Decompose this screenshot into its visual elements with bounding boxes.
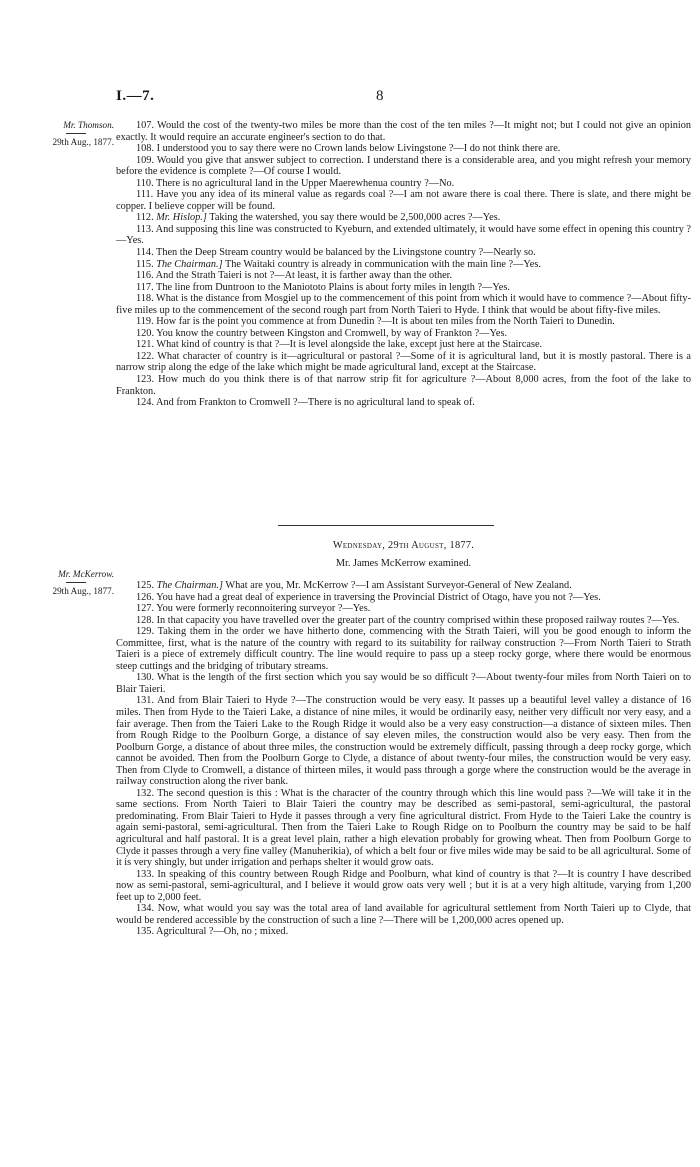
- paragraph: 129. Taking them in the order we have hitherto done, commencing with the Strath Taieri, will you be good enough to inform the Committee, first, what is the nature of the country with regard to its suitability for railway construction ?—From North Taieri to Strath Taieri is a piece of extremely difficult country. The line would require to pass up a steep rocky gorge, where there would be enormous steep cuttings and the bridging of tributary streams.: [116, 626, 691, 672]
- margin-date: 29th Aug., 1877.: [52, 585, 114, 596]
- paragraph: 111. Have you any idea of its mineral value as regards coal ?—I am not aware there is coal there. There is slate, and there might be copper. I believe copper will be found.: [116, 189, 691, 212]
- section-divider: [278, 525, 494, 526]
- margin-divider: [66, 133, 86, 135]
- paragraph-text: What are you, Mr. McKerrow ?—I am Assistant Surveyor-General of New Zealand.: [225, 580, 572, 591]
- evidence-section-1: [116, 120, 691, 409]
- paragraph: 128. In that capacity you have travelled over the greater part of the country comprised within these proposed railway routes ?—Yes.: [136, 614, 680, 626]
- speaker-name: The Chairman.]: [156, 580, 223, 591]
- evidence-section-2: [116, 580, 691, 938]
- paragraph: 134. Now, what would you say was the total area of land available for agricultural settlement from North Taieri up to Clyde, that would be rendered accessible by the construction of such a line ?—There will be 1,200,000 acres opened up.: [116, 903, 691, 926]
- paragraph: [116, 212, 691, 224]
- paper-reference: I.—7.: [116, 88, 155, 104]
- question-number: 112.: [136, 212, 154, 224]
- paragraph: 108. I understood you to say there were no Crown lands below Livingstone ?—I do not think there are.: [136, 143, 561, 155]
- paragraph: 124. And from Frankton to Cromwell ?—There is no agricultural land to speak of.: [136, 397, 475, 409]
- margin-divider: [66, 582, 86, 584]
- margin-date: 29th Aug., 1877.: [52, 136, 114, 147]
- paragraph: 116. And the Strath Taieri is not ?—At least, it is farther away than the other.: [136, 270, 453, 282]
- paragraph: 131. And from Blair Taieri to Hyde ?—The construction would be very easy. It passes up a beautiful level valley a distance of 16 miles. Then from Hyde to the Taieri Lake, a distance of nine miles, it would be ordinarily easy, neither very difficult nor very easy, and a fair average. Then from the Taieri Lake to the Rough Ridge it would also be a very easy construction—a distance of sixteen miles. Then from Rough Ridge to the Poolburn Gorge, a distance of say eleven miles, the construction would also be very easy. Then from the Poolburn Gorge, a distance of about three miles, the construction would be extremely difficult, passing through a deep rocky gorge, which cannot be avoided. Then from the Poolburn Gorge to Clyde, a distance of about twenty-four miles, the construction would be very easy. Then from Clyde to Cromwell, a distance of thirteen miles, it would pass through a gorge where the construction would be the average in railway construction along the river bank.: [116, 695, 691, 788]
- paragraph: 120. You know the country between Kingston and Cromwell, by way of Frankton ?—Yes.: [136, 327, 508, 339]
- question-number: 115.: [136, 258, 154, 270]
- paragraph: 121. What kind of country is that ?—It is level alongside the lake, except just here at the Staircase.: [136, 339, 543, 351]
- paragraph-text: The Waitaki country is already in communication with the main line ?—Yes.: [224, 258, 541, 270]
- page-number: 8: [376, 88, 384, 104]
- paragraph: 127. You were formerly reconnoitering surveyor ?—Yes.: [136, 603, 371, 615]
- paragraph: 123. How much do you think there is of that narrow strip fit for agriculture ?—About 8,000 acres, from the foot of the lake to Frankton.: [116, 374, 691, 397]
- paragraph: 109. Would you give that answer subject to correction. I understand there is a considerable area, and you might refresh your memory before the evidence is complete ?—Of course I would.: [116, 154, 691, 178]
- margin-witness-name: Mr. Thomson.: [63, 120, 114, 130]
- margin-note-witness-1: [22, 120, 114, 148]
- paragraph: 126. You have had a great deal of experience in traversing the Provincial District of Otago, have you not ?—Yes.: [136, 591, 601, 603]
- paragraph: 122. What character of country is it—agricultural or pastoral ?—Some of it is agricultural land, but it is mostly pastoral. There is a narrow strip along the edge of the lake which might be made agricultural land, except at the Staircase.: [116, 350, 691, 374]
- witness-heading: [116, 540, 691, 569]
- paragraph: 107. Would the cost of the twenty-two miles be more than the cost of the ten miles ?—It might not; but I could not give an opinion exactly. It would require an accurate engineer's section to do that.: [116, 120, 691, 143]
- paragraph: 135. Agricultural ?—Oh, no ; mixed.: [136, 926, 289, 938]
- paragraph: [116, 580, 691, 592]
- margin-note-witness-2: [22, 569, 114, 597]
- paragraph-text: Taking the watershed, you say there would be 2,500,000 acres ?—Yes.: [209, 212, 501, 224]
- paragraph: [116, 259, 691, 271]
- margin-witness-name: Mr. McKerrow.: [58, 569, 114, 579]
- witness-examined-heading: Mr. James McKerrow examined.: [335, 557, 472, 569]
- paragraph: 113. And supposing this line was constructed to Kyeburn, and extended ultimately, it would have some effect in opening this country ?—Yes.: [116, 223, 691, 247]
- speaker-name: The Chairman.]: [156, 258, 223, 270]
- paragraph: 114. Then the Deep Stream country would be balanced by the Livingstone country ?—Nearly so.: [136, 247, 536, 259]
- paragraph: 118. What is the distance from Mosgiel up to the commencement of this point from which it would have to commence ?—About fifty-five miles up to the commencement of the second rough part from North Taieri to Hyde. I think that would be about fifty-five miles.: [116, 293, 691, 316]
- paragraph: 110. There is no agricultural land in the Upper Maerewhenua country ?—No.: [136, 177, 455, 189]
- paragraph: 117. The line from Duntroon to the Maniototo Plains is about forty miles in length ?—Yes.: [136, 281, 510, 293]
- question-number: 125.: [136, 580, 155, 591]
- paragraph: 130. What is the length of the first section which you say would be so difficult ?—About twenty-four miles from North Taieri on to Blair Taieri.: [116, 672, 691, 695]
- speaker-name: Mr. Hislop.]: [156, 212, 207, 224]
- sitting-date-heading: Wednesday, 29th August, 1877.: [332, 540, 475, 551]
- paragraph: 132. The second question is this : What is the character of the country through which this line would pass ?—We will take it in the same sections. From North Taieri to Blair Taieri the country may be described as semi-pastoral, semi-agricultural, the pastoral predominating. From Blair Taieri to Hyde it passes through a very fine agricultural district. From Hyde to the Taieri Lake the country is again semi-pastoral, semi-agricultural. Then from the Taieri Lake to Rough Ridge on to Poolburn the country may be said to be half agricultural and half pastoral. It is a great level plain, rather a high elevation probably for growing wheat. Then from Poolburn Gorge to Clyde it passes through a very fine valley (Manuherikia), of which a belt four or five miles wide may be said to be all agricultural. Some of it is very shingly, but under irrigation and perhaps shelter it would grow oats.: [116, 787, 691, 869]
- paragraph: 133. In speaking of this country between Rough Ridge and Poolburn, what kind of country is that ?—It is country I have described now as semi-pastoral, semi-agricultural, and I believe it would grow oats very well ; but it is at a very high altitude, varying from 1,200 feet up to 2,000 feet.: [116, 868, 691, 903]
- paragraph: 119. How far is the point you commence at from Dunedin ?—It is about ten miles from the North Taieri to Dunedin.: [136, 316, 615, 328]
